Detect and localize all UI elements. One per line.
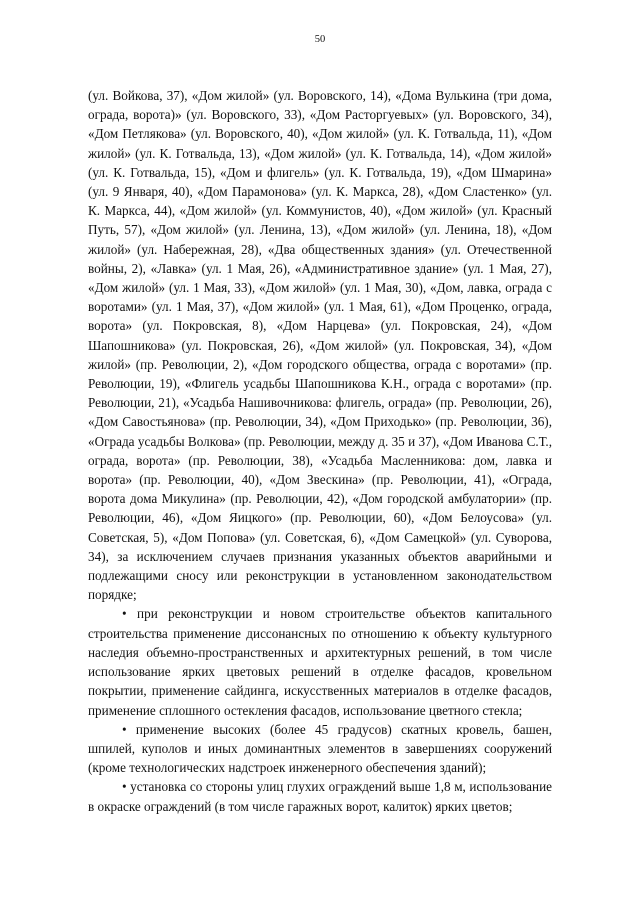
bullet-item-fences: • установка со стороны улиц глухих ограждений выше 1,8 м, использование в окраске ограждений (в том числе гаражных ворот, калиток) ярких цветов; xyxy=(88,779,552,814)
bullet-item-roofs: • применение высоких (более 45 градусов) скатных кровель, башен, шпилей, куполов и иных доминантных элементов в завершениях сооружений (кроме технологических надстроек инженерного обеспечения зданий); xyxy=(88,721,552,776)
bullet-item-reconstruction: • при реконструкции и новом строительстве объектов капитального строительства применение диссонансных по отношению к объекту культурного наследия объемно-пространственных и архитектурных решений, в том числе использование ярких цветовых решений в отделке фасадов, кровельном покрытии, применение сайдинга, искусственных материалов в отделке фасадов, применение сплошного остекления фасадов, использование цветного стекла; xyxy=(88,606,552,718)
page-number: 50 xyxy=(314,34,326,45)
continuation-paragraph: (ул. Войкова, 37), «Дом жилой» (ул. Воровского, 14), «Дома Вулькина (три дома, ограда, ворота)» (ул. Воровского, 33), «Дом Расторгуевых» (ул. Воровского, 34), «Дом Петлякова» (ул. Воровского, 40), «Дом жилой» (ул. К. Готвальда, 11), «Дом жилой» (ул. К. Готвальда, 13), «Дом жилой» (ул. К. Готвальда, 14), «Дом жилой» (ул. К. Готвальда, 15), «Дом и флигель» (ул. К. Готвальда, 19), «Дом Шмарина» (ул. 9 Января, 40), «Дом Парамонова» (ул. К. Маркса, 28), «Дом Сластенко» (ул. К. Маркса, 44), «Дом жилой» (ул. Коммунистов, 40), «Дом жилой» (ул. Красный Путь, 57), «Дом жилой» (ул. Ленина, 13), «Дом жилой» (ул. Ленина, 18), «Дом жилой» (ул. Набережная, 28), «Два общественных здания» (ул. Отечественной войны, 2), «Лавка» (ул. 1 Мая, 26), «Административное здание» (ул. 1 Мая, 27), «Дом жилой» (ул. 1 Мая, 33), «Дом жилой» (ул. 1 Мая, 30), «Дом, лавка, ограда с воротами» (ул. 1 Мая, 37), «Дом жилой» (ул. 1 Мая, 61), «Дом Проценко, ограда, ворота» (ул. Покровская, 8), «Дом Нарцева» (ул. Покровская, 24), «Дом Шапошникова» (ул. Покровская, 26), «Дом жилой» (ул. Покровская, 34), «Дом жилой» (пр. Революции, 2), «Дом городского общества, ограда с воротами» (пр. Революции, 19), «Флигель усадьбы Шапошникова К.Н., ограда с воротами» (пр. Революции, 21), «Усадьба Нашивочникова: флигель, ограда» (пр. Революции, 26), «Дом Савостьянова» (пр. Революции, 34), «Дом Приходько» (пр. Революции, 36), «Ограда усадьбы Волкова» (пр. Революции, между д. 35 и 37), «Дом Иванова С.Т., ограда, ворота» (пр. Революции, 38), «Усадьба Масленникова: дом, лавка и ворота» (пр. Революции, 40), «Дом Звескина» (пр. Революции, 41), «Ограда, ворота дома Микулина» (пр. Революции, 42), «Дом городской амбулатории» (пр. Революции, 46), «Дом Яицкого» (пр. Революции, 60), «Дом Белоусова» (ул. Советская, 5), «Дом Попова» (ул. Советская, 6), «Дом Самецкой» (ул. Суворова, 34), за исключением случаев признания указанных объектов аварийными и подлежащими сносу или реконструкции в установленном законодательством порядке; xyxy=(88,88,552,603)
page-body xyxy=(88,86,552,816)
